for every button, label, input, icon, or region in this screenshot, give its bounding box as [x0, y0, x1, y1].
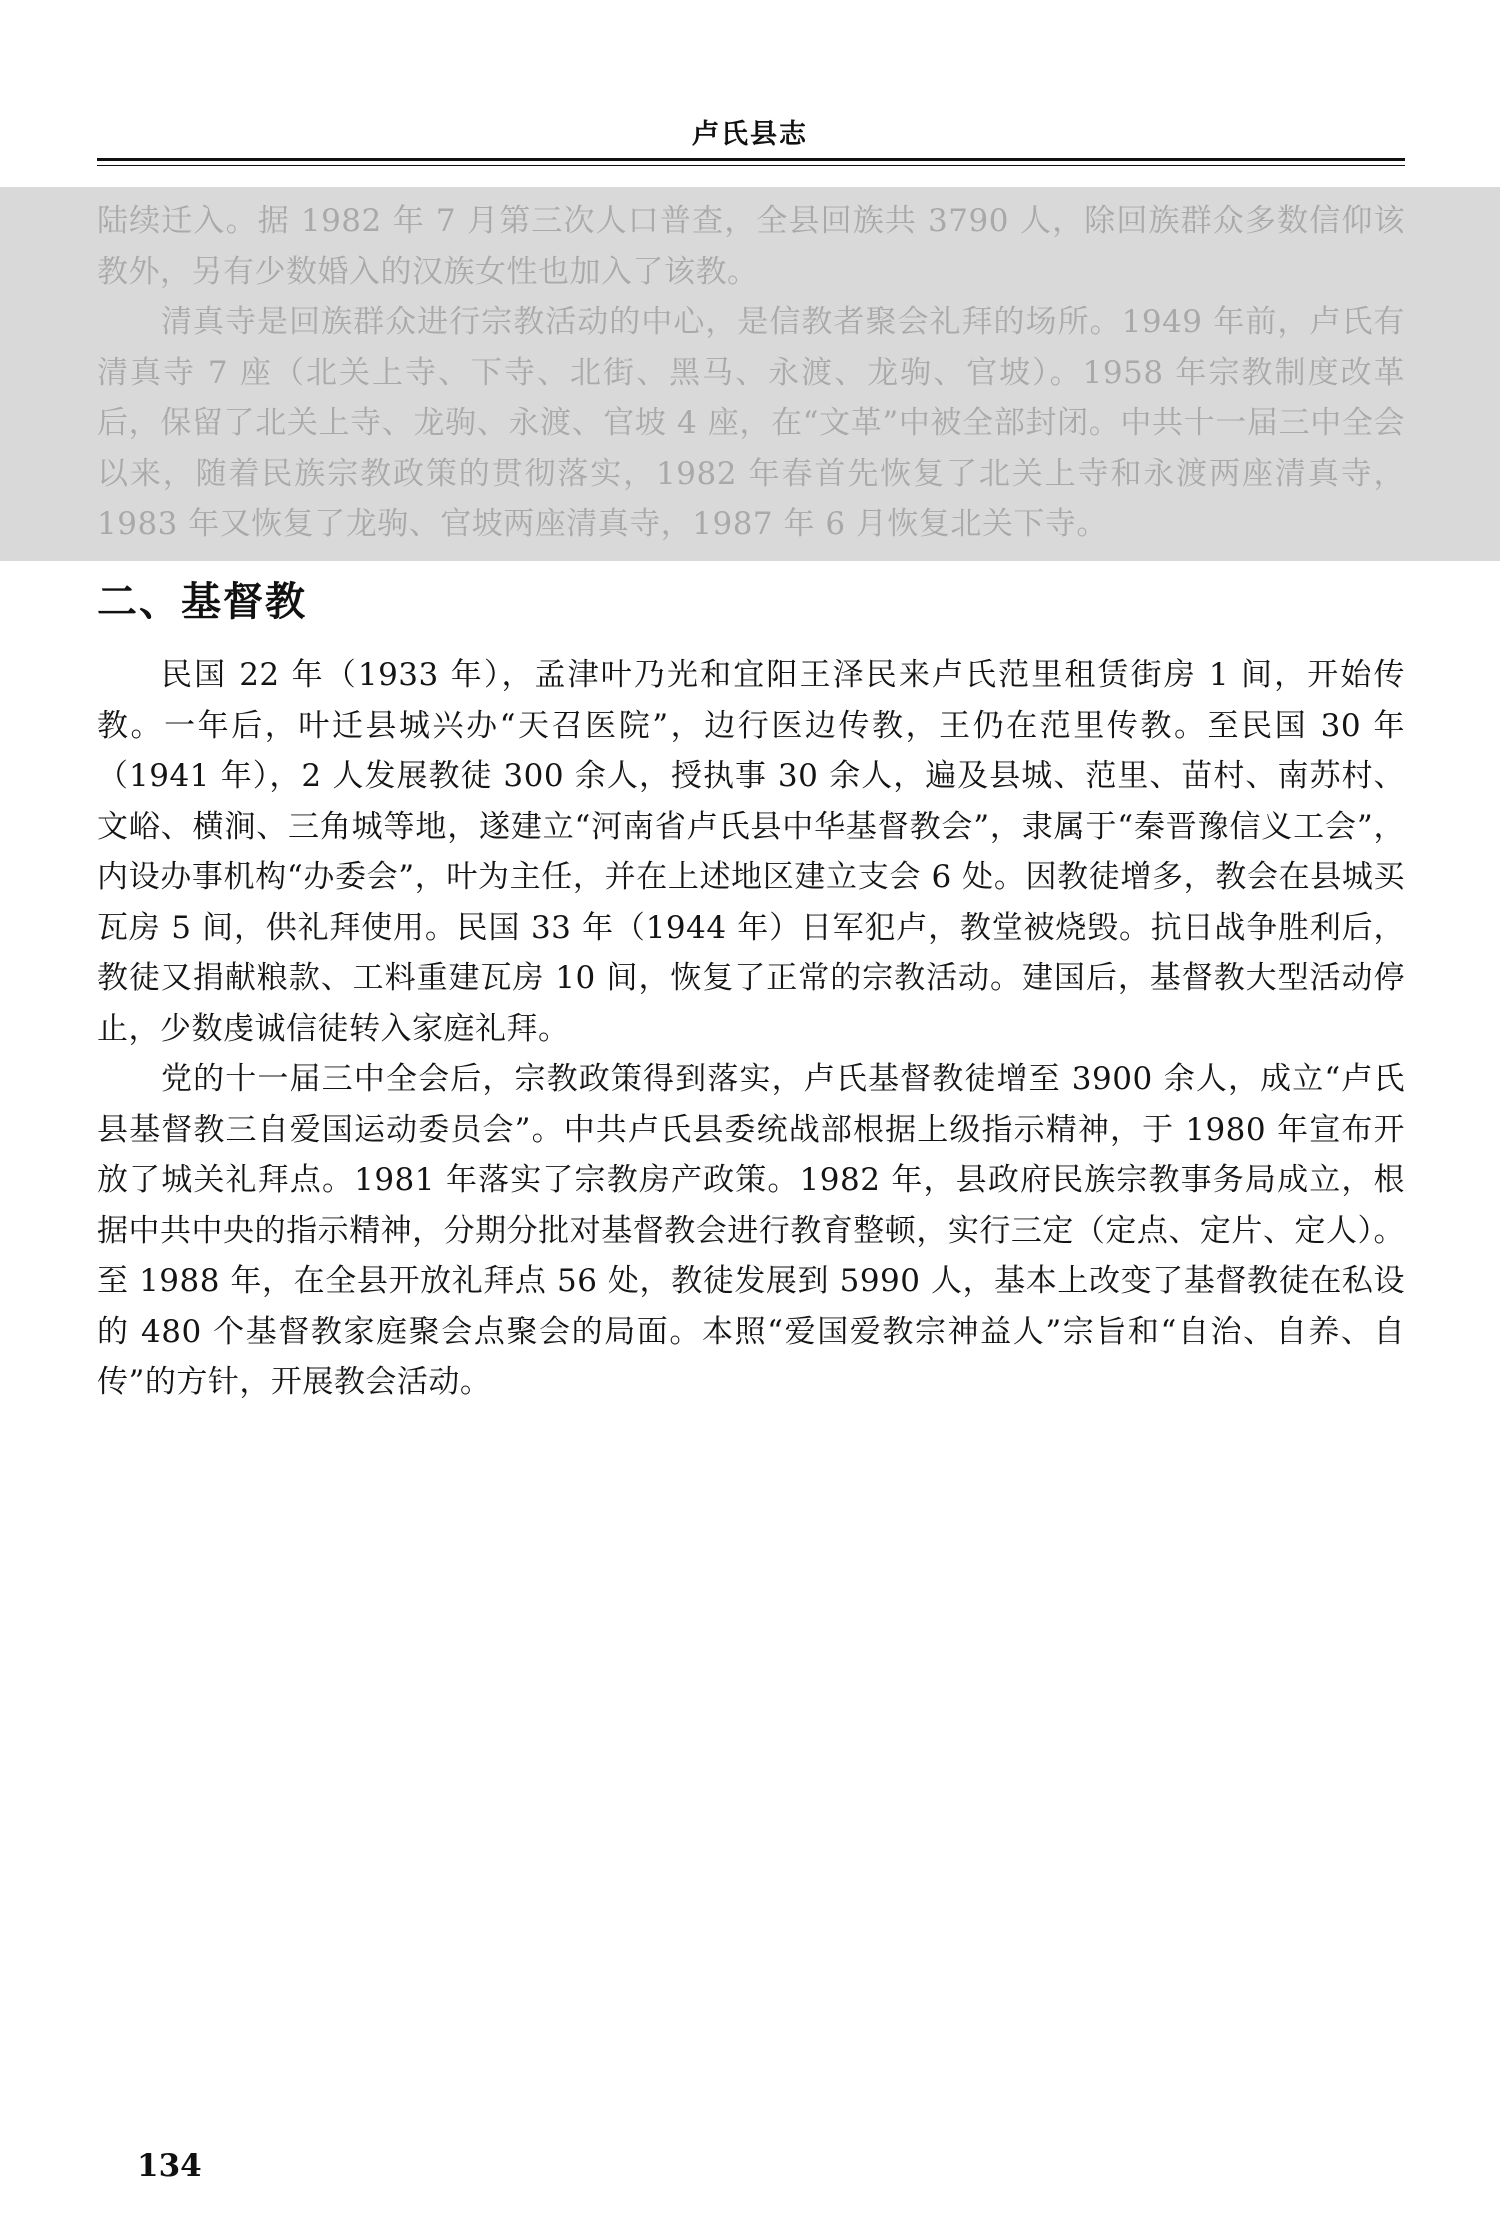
header-rule-thick [97, 158, 1405, 161]
section-body [97, 650, 1405, 1408]
running-title: 卢氏县志 [692, 119, 808, 150]
body-paragraph-1: 民国 22 年（1933 年），孟津叶乃光和宜阳王泽民来卢氏范里租赁街房 1 间，开始传教。一年后，叶迁县城兴办“天召医院”，边行医边传教，王仍在范里传教。至民国 30 年（1941 年），2 人发展教徒 300 余人，授执事 30 余人，遍及县城、范里、苗村、南苏村、文峪、横涧、三角城等地，遂建立“河南省卢氏县中华基督教会”，隶属于“秦晋豫信义工会”，内设办事机构“办委会”，叶为主任，并在上述地区建立支会 6 处。因教徒增多，教会在县城买瓦房 5 间，供礼拜使用。民国 33 年（1944 年）日军犯卢，教堂被烧毁。抗日战争胜利后，教徒又捐献粮款、工料重建瓦房 10 间，恢复了正常的宗教活动。建国后，基督教大型活动停止，少数虔诚信徒转入家庭礼拜。 [97, 657, 1405, 1047]
section-heading: 二、基督教 [97, 579, 307, 625]
previous-paragraph-1: 陆续迁入。据 1982 年 7 月第三次人口普查，全县回族共 3790 人，除回族群众多数信仰该教外，另有少数婚入的汉族女性也加入了该教。 [97, 203, 1405, 290]
previous-paragraph-2: 清真寺是回族群众进行宗教活动的中心，是信教者聚会礼拜的场所。1949 年前，卢氏有清真寺 7 座（北关上寺、下寺、北街、黑马、永渡、龙驹、官坡）。1958 年宗教制度改革后，保留了北关上寺、龙驹、永渡、官坡 4 座，在“文革”中被全部封闭。中共十一届三中全会以来，随着民族宗教政策的贯彻落实，1982 年春首先恢复了北关上寺和永渡两座清真寺，1983 年又恢复了龙驹、官坡两座清真寺，1987 年 6 月恢复北关下寺。 [97, 304, 1405, 542]
body-paragraph-2: 党的十一届三中全会后，宗教政策得到落实，卢氏基督教徒增至 3900 余人，成立“卢氏县基督教三自爱国运动委员会”。中共卢氏县委统战部根据上级指示精神，于 1980 年宣布开放了城关礼拜点。1981 年落实了宗教房产政策。1982 年，县政府民族宗教事务局成立，根据中共中央的指示精神，分期分批对基督教会进行教育整顿，实行三定（定点、定片、定人）。至 1988 年，在全县开放礼拜点 56 处，教徒发展到 5990 人，基本上改变了基督教徒在私设的 480 个基督教家庭聚会点聚会的局面。本照“爱国爱教宗神益人”宗旨和“自治、自养、自传”的方针，开展教会活动。 [97, 1061, 1405, 1400]
previous-section-text [97, 196, 1405, 550]
page-number: 134 [137, 2148, 202, 2184]
header-rule-thin [97, 165, 1405, 166]
